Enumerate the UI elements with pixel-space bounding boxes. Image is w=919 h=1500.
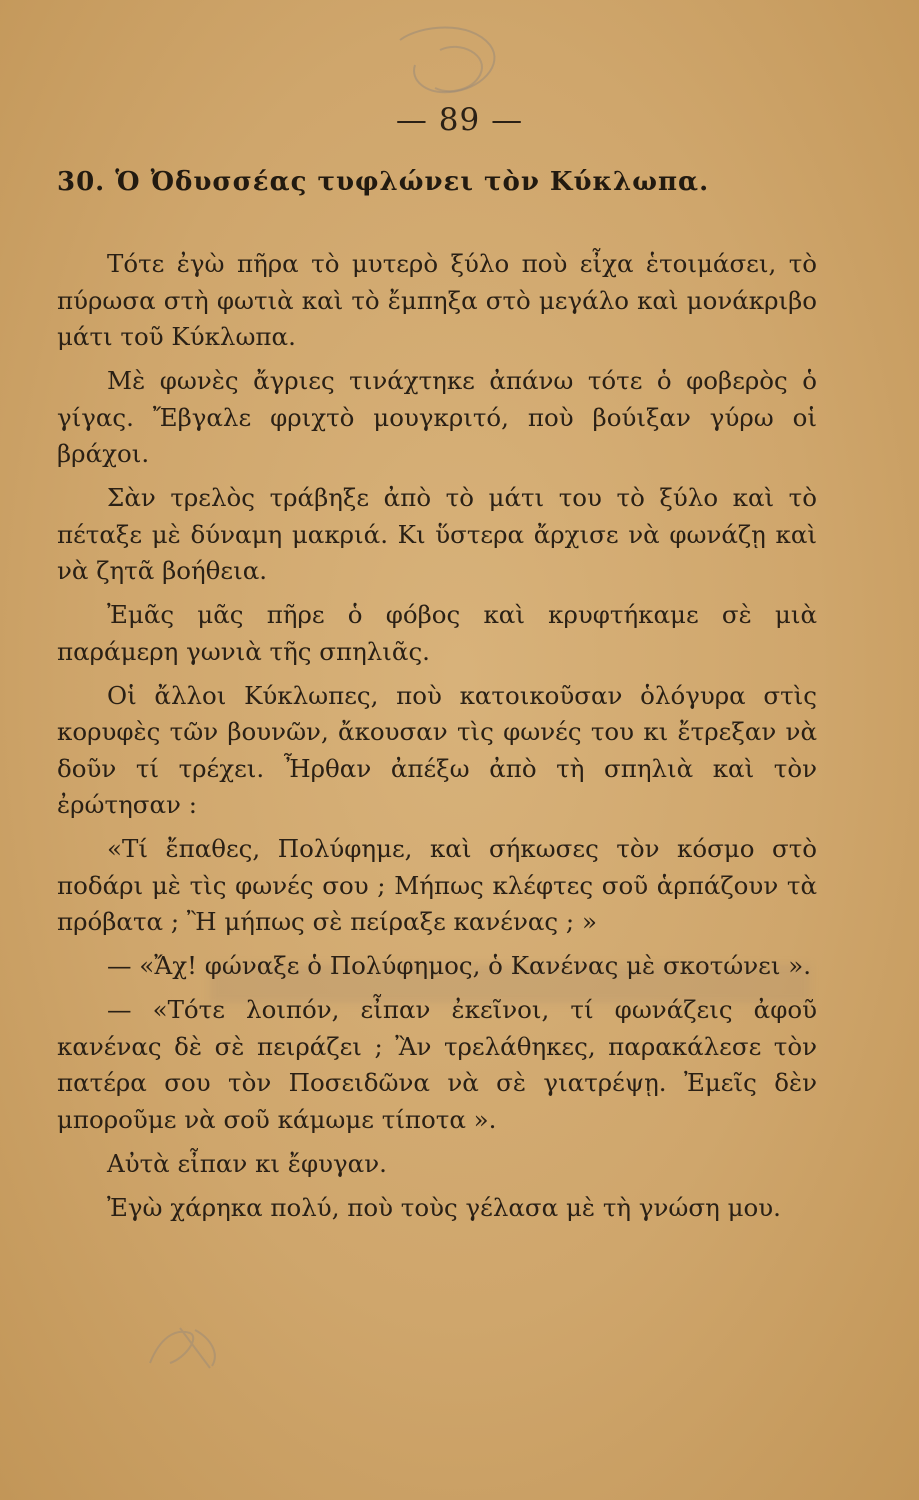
- page-number: — 89 —: [395, 102, 524, 138]
- paragraph: Ἐμᾶς μᾶς πῆρε ὁ φόβος καὶ κρυφτήκαμε σὲ μιὰ παράμερη γωνιὰ τῆς σπηλιᾶς.: [57, 600, 817, 666]
- pencil-scribble-icon: [380, 20, 530, 115]
- pencil-scribble-icon: [140, 1318, 230, 1378]
- chapter-title: 30. Ὁ Ὀδυσσέας τυφλώνει τὸν Κύκλωπα.: [57, 167, 710, 197]
- paragraph: Σὰν τρελὸς τράβηξε ἀπὸ τὸ μάτι του τὸ ξύλο καὶ τὸ πέταξε μὲ δύναμη μακριά. Κι ὕστερα ἄρχισε νὰ φωνάζῃ καὶ νὰ ζητᾶ βοήθεια.: [57, 483, 817, 585]
- paragraph: — «Ἄχ! φώναξε ὁ Πολύφημος, ὁ Κανένας μὲ σκοτώνει ».: [107, 951, 812, 980]
- body-text: [57, 246, 817, 1226]
- paragraph: — «Τότε λοιπόν, εἶπαν ἐκεῖνοι, τί φωνάζεις ἀφοῦ κανένας δὲ σὲ πειράζει ; Ἂν τρελάθηκες, παρακάλεσε τὸν πατέρα σου τὸν Ποσειδῶνα νὰ σὲ γιατρέψῃ. Ἐμεῖς δὲν μποροῦμε νὰ σοῦ κάμωμε τίποτα ».: [57, 995, 817, 1134]
- paragraph: Αὐτὰ εἶπαν κι ἔφυγαν.: [107, 1148, 387, 1178]
- paragraph: Ἐγὼ χάρηκα πολύ, ποὺ τοὺς γέλασα μὲ τὴ γνώση μου.: [107, 1192, 781, 1222]
- paragraph: Μὲ φωνὲς ἄγριες τινάχτηκε ἀπάνω τότε ὁ φοβερὸς ὁ γίγας. Ἔβγαλε φριχτὸ μουγκριτό, ποὺ βούιξαν γύρω οἱ βράχοι.: [57, 366, 817, 468]
- paragraph: Τότε ἐγὼ πῆρα τὸ μυτερὸ ξύλο ποὺ εἶχα ἑτοιμάσει, τὸ πύρωσα στὴ φωτιὰ καὶ τὸ ἔμπηξα στὸ μεγάλο καὶ μονάκριβο μάτι τοῦ Κύκλωπα.: [57, 249, 817, 351]
- paragraph: «Τί ἔπαθες, Πολύφημε, καὶ σήκωσες τὸν κόσμο στὸ ποδάρι μὲ τὶς φωνές σου ; Μήπως κλέφτες σοῦ ἁρπάζουν τὰ πρόβατα ; Ἢ μήπως σὲ πείραξε κανένας ; »: [57, 834, 817, 936]
- paragraph: Οἱ ἄλλοι Κύκλωπες, ποὺ κατοικοῦσαν ὁλόγυρα στὶς κορυφὲς τῶν βουνῶν, ἄκουσαν τὶς φωνές του κι ἔτρεξαν νὰ δοῦν τί τρέχει. Ἦρθαν ἀπέξω ἀπὸ τὴ σπηλιὰ καὶ τὸν ἐρώτησαν :: [57, 680, 817, 819]
